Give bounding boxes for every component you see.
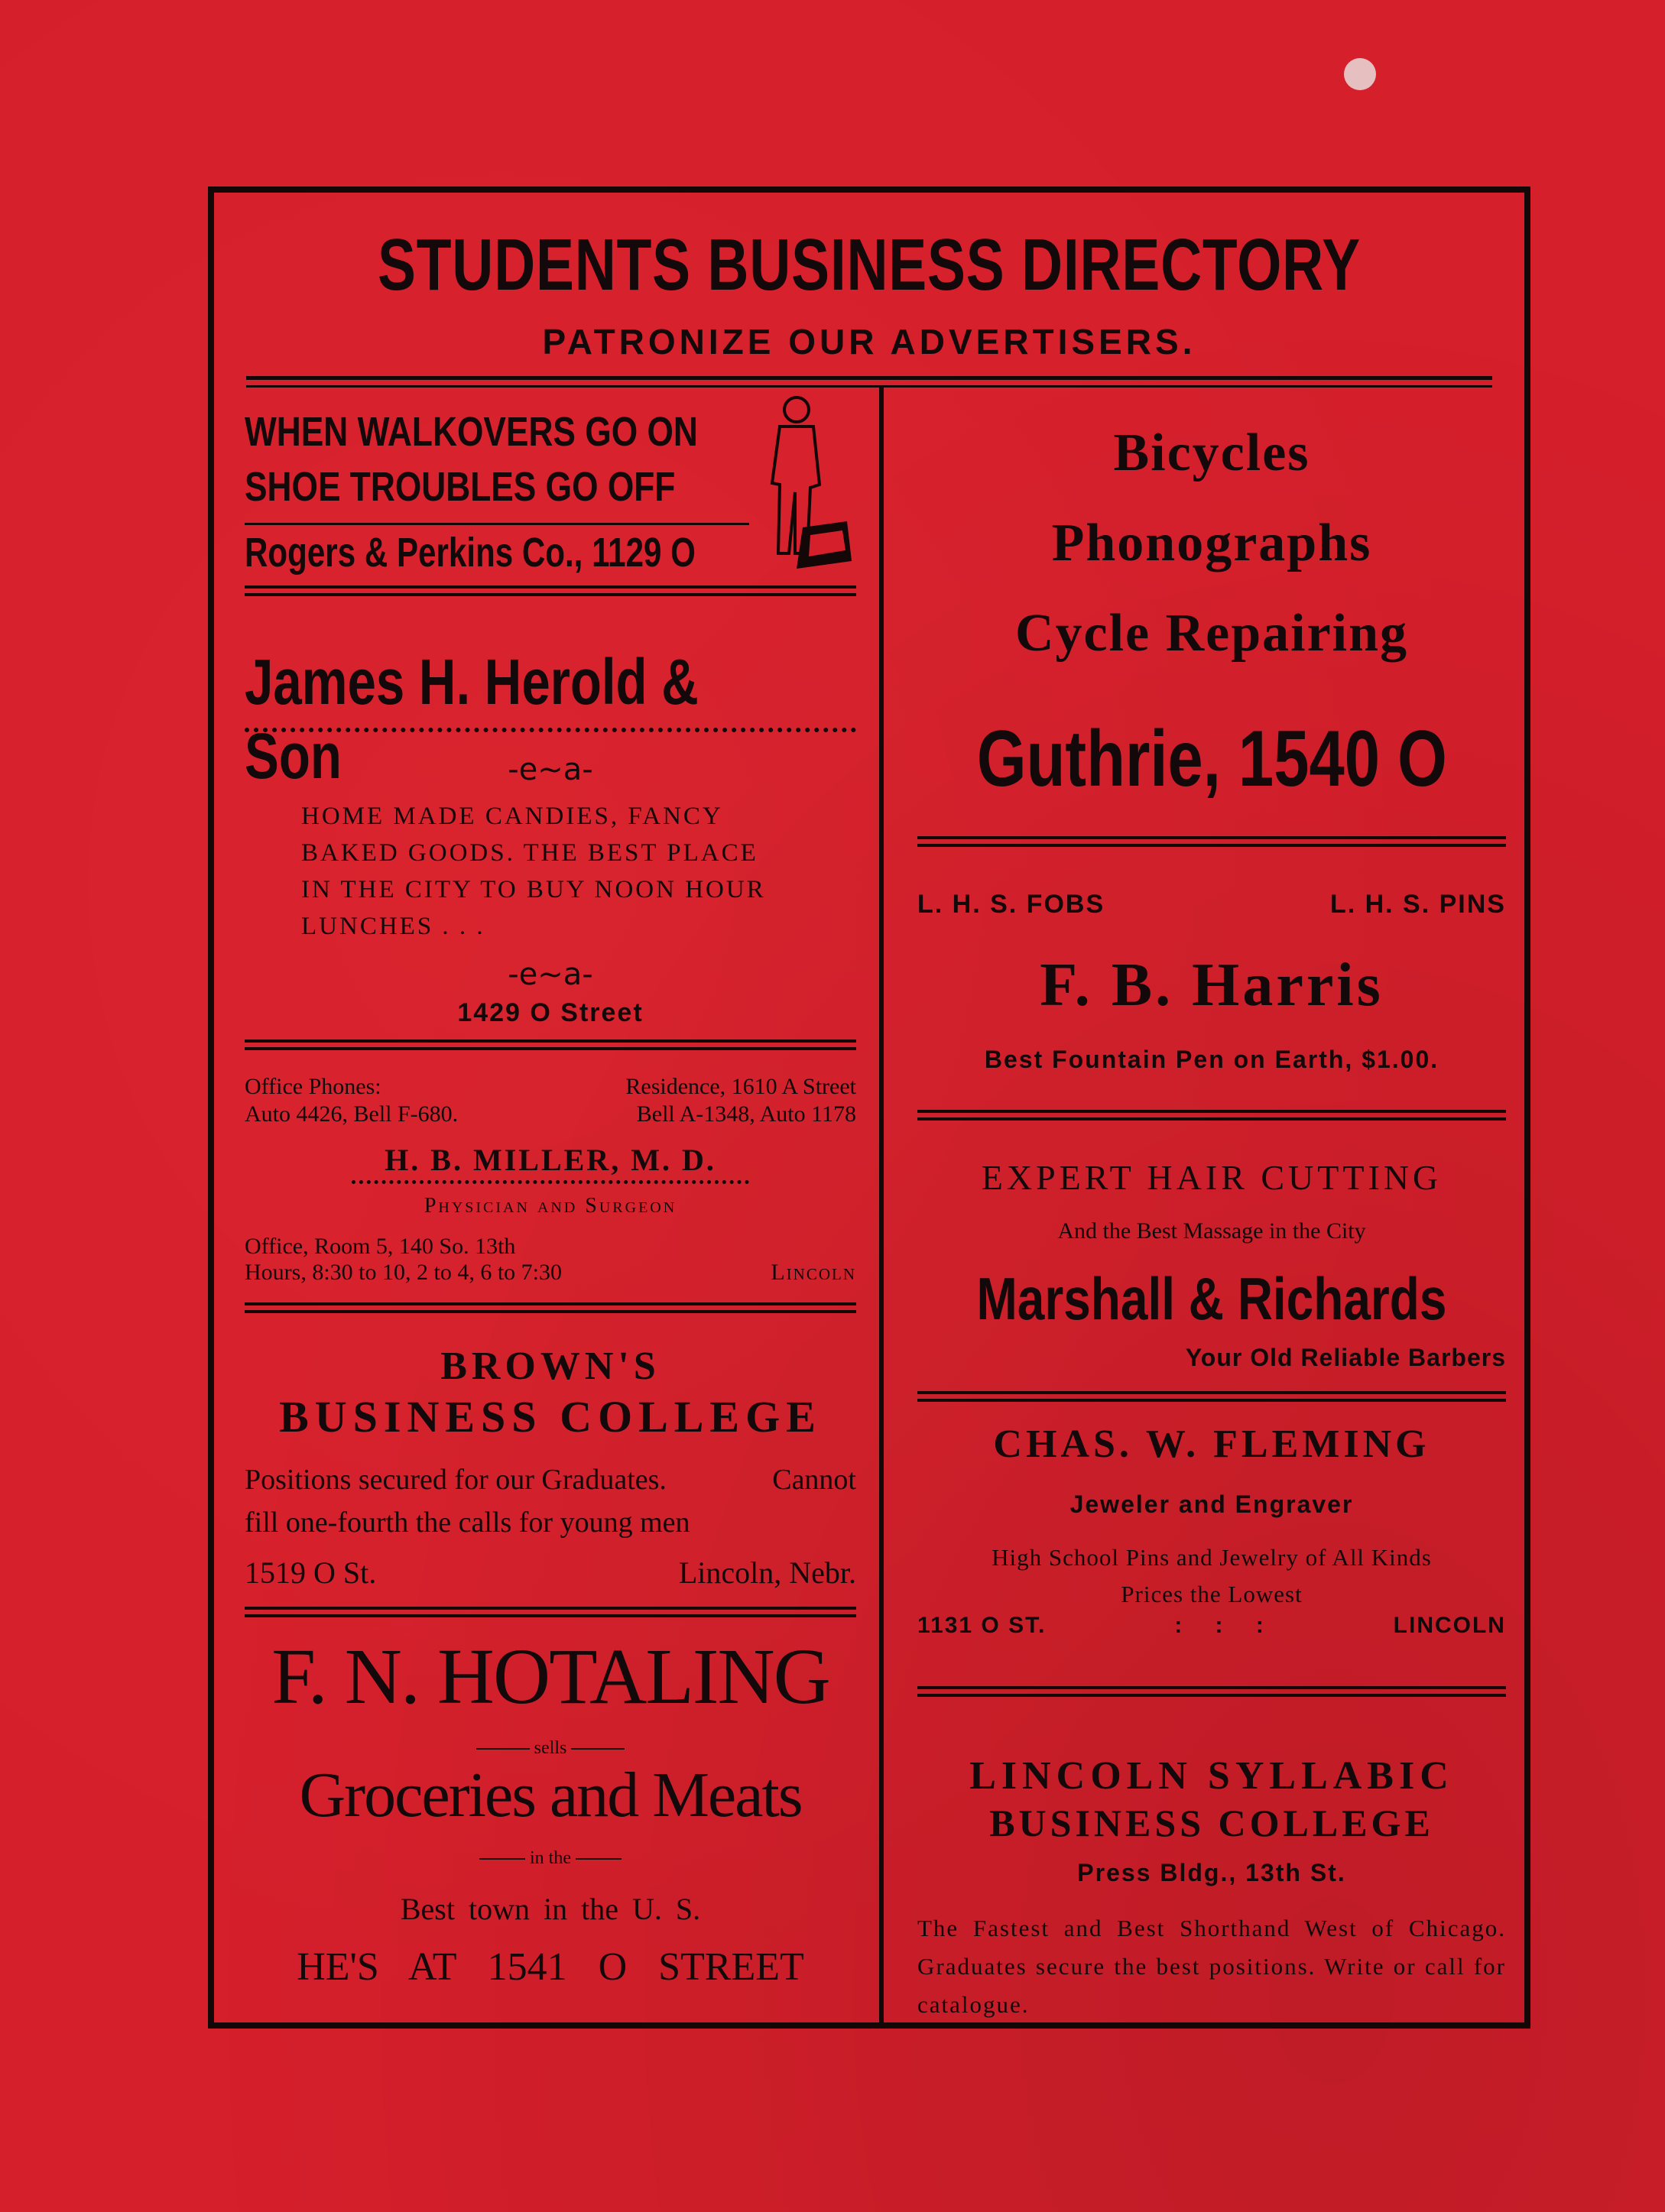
marshall-name: Marshall & Richards	[976, 1265, 1447, 1332]
browns-title: BROWN'S	[440, 1344, 660, 1388]
marshall-tagline: Your Old Reliable Barbers	[1185, 1344, 1506, 1371]
herold-description: HOME MADE CANDIES, FANCY BAKED GOODS. THE BEST PLACE IN THE CITY TO BUY NOON HOUR LUNCHES . . .	[301, 803, 766, 940]
harris-fobs-pins: L. H. S. FOBS L. H. S. PINS	[917, 890, 1506, 919]
browns-subtitle: BUSINESS COLLEGE	[279, 1392, 822, 1442]
section-divider	[245, 1607, 856, 1617]
syllabic-subtitle: BUSINESS COLLEGE	[989, 1802, 1434, 1844]
right-column	[917, 393, 1506, 2021]
section-divider	[917, 836, 1506, 847]
fleming-role: Jeweler and Engraver	[1069, 1490, 1354, 1518]
syllabic-title: LINCOLN SYLLABIC	[969, 1754, 1454, 1798]
dotted-rule	[352, 1180, 749, 1184]
walkover-ad-line1: WHEN WALKOVERS GO ON	[245, 409, 698, 455]
column-divider	[879, 385, 884, 2029]
miller-name: H. B. MILLER, M. D.	[385, 1143, 716, 1177]
section-divider	[917, 1110, 1506, 1121]
syllabic-address: Press Bldg., 13th St.	[1077, 1859, 1346, 1886]
browns-description: Positions secured for our Graduates. Cannot fill one-fourth the calls for young men	[245, 1464, 856, 1539]
hotaling-name: F. N. HOTALING	[271, 1633, 829, 1721]
hotaling-sells: sells	[245, 1738, 856, 1759]
hotaling-address: HE'S AT 1541 O STREET	[297, 1945, 804, 1989]
guthrie-services: Bicycles Phonographs Cycle Repairing	[1014, 423, 1409, 663]
browns-address: 1519 O St. Lincoln, Nebr.	[245, 1555, 856, 1590]
fleming-name: CHAS. W. FLEMING	[993, 1422, 1430, 1466]
man-with-shoe-icon	[757, 393, 856, 576]
page-subtitle: PATRONIZE OUR ADVERTISERS.	[542, 322, 1196, 362]
hotaling-in-the: in the	[245, 1848, 856, 1869]
section-divider	[245, 1302, 856, 1313]
punch-hole	[1344, 58, 1376, 90]
flourish-icon: -e~a-	[508, 957, 593, 992]
hotaling-product: Groceries and Meats	[299, 1760, 802, 1831]
header-rule-thin	[246, 385, 1492, 388]
walkover-ad-line2: SHOE TROUBLES GO OFF	[245, 464, 676, 510]
section-divider	[917, 1686, 1506, 1697]
section-divider	[245, 1040, 856, 1050]
harris-name: F. B. Harris	[1040, 952, 1384, 1019]
miller-office: Office, Room 5, 140 So. 13th Hours, 8:30 to 10, 2 to 4, 6 to 7:30 Lincoln	[245, 1234, 856, 1285]
miller-phones: Office Phones: Residence, 1610 A Street Auto 4426, Bell F-680. Bell A-1348, Auto 1178	[245, 1074, 856, 1127]
herold-address: 1429 O Street	[457, 998, 644, 1027]
herold-name: James H. Herold & Son	[245, 646, 699, 792]
flourish-icon: -e~a-	[508, 752, 593, 787]
section-divider	[917, 1391, 1506, 1402]
fleming-description: High School Pins and Jewelry of All Kinds Prices the Lowest	[992, 1544, 1432, 1607]
dotted-rule	[245, 723, 856, 732]
section-divider	[245, 585, 856, 596]
directory-frame	[208, 186, 1530, 2029]
miller-role: Physician and Surgeon	[424, 1194, 677, 1218]
marshall-headline: EXPERT HAIR CUTTING	[981, 1158, 1443, 1197]
left-column	[245, 393, 856, 2021]
harris-tagline: Best Fountain Pen on Earth, $1.00.	[984, 1046, 1439, 1073]
walkover-rule	[245, 523, 749, 525]
syllabic-description: The Fastest and Best Shorthand West of Chicago. Graduates secure the best positions. Write or call for catalogue.	[917, 1915, 1506, 2018]
fleming-address: 1131 O ST. : : : LINCOLN	[917, 1613, 1506, 1638]
guthrie-name: Guthrie, 1540 O	[976, 715, 1447, 803]
marshall-sub: And the Best Massage in the City	[1057, 1218, 1366, 1244]
page-title: STUDENTS BUSINESS DIRECTORY	[378, 224, 1361, 306]
header-rule	[246, 376, 1492, 380]
hotaling-best-town: Best town in the U. S.	[400, 1892, 701, 1926]
walkover-store: Rogers & Perkins Co., 1129 O	[245, 530, 696, 576]
